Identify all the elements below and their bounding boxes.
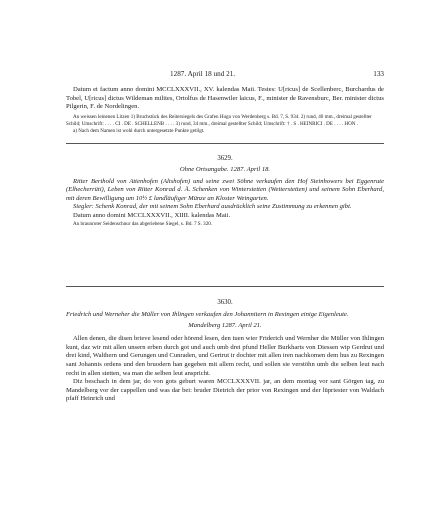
page-number: 133 <box>373 70 384 78</box>
charter-text-paragraph: Diz beschach in dem jar, do von gots geburt waren MCCLXXXVII. jar, an dem montag vor sant Görgen tag, zu Mandelberg vor der cappellen und was dar bei: bruder Dietrich der prior von Rexingen und der lüpriester von Waldach pfaff Heinrich und <box>66 378 384 403</box>
seal-note: An braunroter Seidenschnur das abgeriebene Siegel, s. Bd. 7 S. 320. <box>73 220 213 227</box>
datum-line: Datum anno domini MCCLXXXVII., XIIII. kalendas Maii. <box>73 211 231 219</box>
regest-summary: Ritter Berthold von Attenhofen (Altshofen) und seine zwei Söhne verkaufen den Hof Steinhowers bei Eggenrute (Elhecherrüti), Leben von Ritter Konrad d. Ä. Schenken von Winterstetten (Wetterstetten) und seinem Sohn Eberhard, mit deren Bewilligung um 10½ £ landläufiger Münze an Kloster Weingarten. <box>66 177 384 202</box>
document-3629 <box>66 154 384 227</box>
document-number: 3630. <box>217 299 233 306</box>
section-divider <box>66 286 384 287</box>
document-number: 3629. <box>217 155 233 162</box>
previous-document-tail <box>66 86 384 135</box>
sealer-note: Siegler: Schenk Konrad, der mit seinem Sohn Eberhard ausdrücklich seine Zustimmung zu erkennen gibt. <box>73 203 352 211</box>
datum-paragraph: Datum et factum anno domini MCCLXXXVII., XV. kalendas Maii. Testes: U[ricus] de Scellenberc, Burchardus de Tobel, U[ricus] dictus Wildeman milites, Ortolfus de Hasenwiler laicus, F., minister de Ravensburc, Ber. minister dictus Pilgerin, F. de Nordelingen. <box>66 86 384 111</box>
section-divider <box>66 143 384 144</box>
place-date: Ohne Ortsangabe. 1287. April 18. <box>179 166 271 173</box>
header-date-range: 1287. April 18 und 21. <box>170 70 236 78</box>
regest-summary: Friedrich und Werneher die Müller von Ihlingen verkaufen den Johannitern in Rexingen einige Eigenleute. <box>66 311 349 318</box>
seal-note: An weissen leinenen Litzen 1) Bruchstück des Reitersiegels des Grafen Hugo von Werdenberg s. Bd. 7, S. 934. 2) rund, 40 mm., dreimal gestellter Schild; Umschrift: . . . . CI . DE . SCHELLENB . . . . 3) rund, 34 mm., dreimal gestellter Schild; Umschrift: † . S . HEINRICI . DE . . . . HON . <box>66 113 372 127</box>
charter-text-paragraph: Allen denen, die disen brieve lesend oder hörend lesen, den tuen wier Friderich und Wernher die Müller von Ihlingen kunt, daz wir mit allen unsern erben durch got und auch umb drei pfund Heller Burkharts von Diessen wip Gerdrut und drei kind, Walthern und Gerungen und Cunraden, und Gertrut ir dochter mit allen iren nachkomen dem hus zu Rexingen sant Johannis ordens und den bruodern han gegeben mit allem recht, und sollen sie verstöhn umb die selben leut nach recht in allen stetten, wa man die selben leut anspricht. <box>66 335 384 377</box>
place-date: Mandelberg 1287. April 21. <box>188 321 262 329</box>
document-3630 <box>66 298 384 404</box>
footnote: a) Nach dem Namen ist wohl durch untergesetzte Punkte getilgt. <box>73 127 205 134</box>
